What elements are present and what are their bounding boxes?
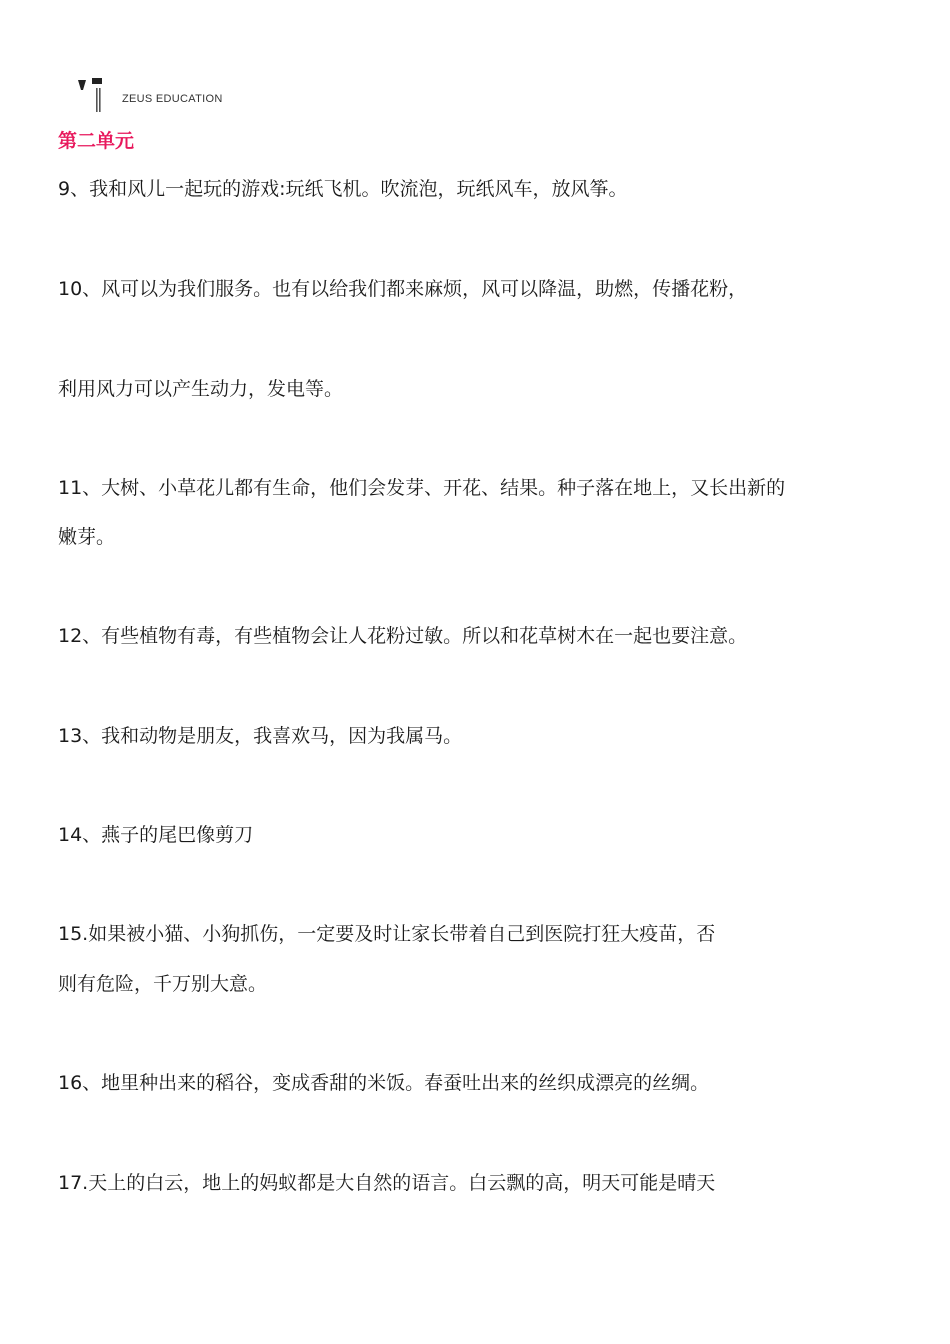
text-line: 12、有些植物有毒，有些植物会让人花粉过敏。所以和花草树木在一起也要注意。 [58, 625, 748, 647]
logo [78, 78, 238, 114]
logo-text: ZEUS EDUCATION [122, 93, 223, 105]
text-line: 15.如果被小猫、小狗抓伤，一定要及时让家长带着自己到医院打狂大疫苗，否 [58, 923, 716, 945]
text-line: 利用风力可以产生动力，发电等。 [58, 378, 344, 400]
text-line: 11、大树、小草花儿都有生命，他们会发芽、开花、结果。种子落在地上，又长出新的 [58, 477, 786, 499]
text-line: 14、燕子的尾巴像剪刀 [58, 824, 254, 846]
text-line: 9、我和风儿一起玩的游戏:玩纸飞机。吹流泡，玩纸风车，放风筝。 [58, 178, 628, 200]
text-line: 16、地里种出来的稻谷，变成香甜的米饭。春蚕吐出来的丝织成漂亮的丝绸。 [58, 1072, 710, 1094]
text-line: 17.天上的白云，地上的妈蚁都是大自然的语言。白云飘的高，明天可能是晴天 [58, 1172, 716, 1194]
text-line: 13、我和动物是朋友，我喜欢马，因为我属马。 [58, 725, 463, 747]
text-line: 10、风可以为我们服务。也有以给我们都来麻烦，风可以降温，助燃，传播花粉， [58, 278, 748, 300]
text-line: 则有危险，千万别大意。 [58, 973, 268, 995]
text-line: 嫩芽。 [58, 526, 116, 548]
section-title: 第二单元 [58, 130, 135, 152]
logo-mark-icon [78, 78, 102, 112]
